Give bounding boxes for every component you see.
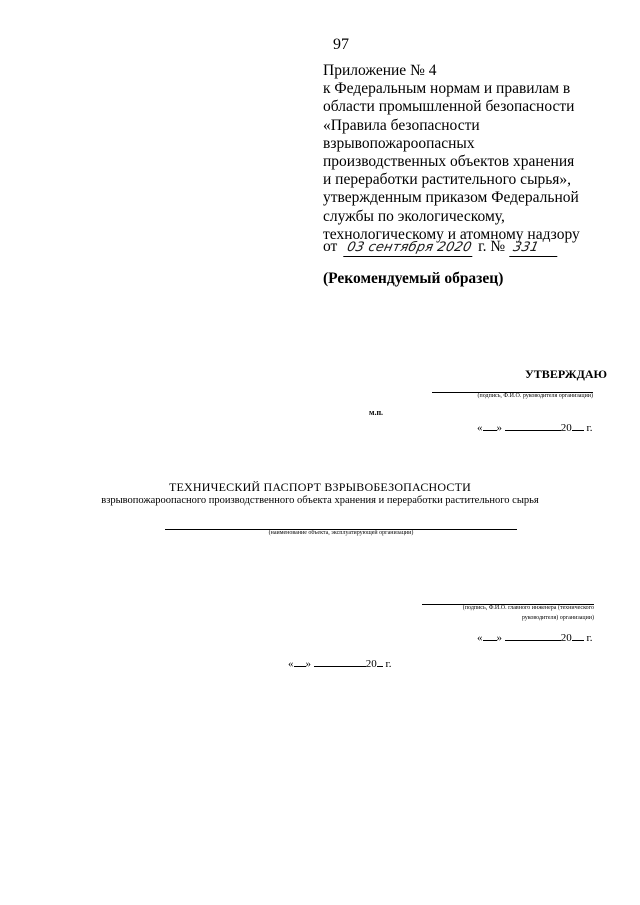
year-blank [572,420,584,431]
day-blank [294,656,306,667]
year-prefix: 20 [560,422,572,434]
year-blank [572,630,584,641]
day-blank [483,630,497,641]
bottom-date [288,656,392,670]
appendix-line: и переработки растительного сырья», [323,171,572,189]
handwritten-order-date: 03 сентября 2020 [343,240,476,257]
date-quote-close: » [496,422,502,434]
document-subtitle: взрывопожароопасного производственного объекта хранения и переработки растительного сырья [101,495,539,506]
year-prefix: 20 [365,658,377,670]
month-blank [505,420,561,431]
chief-engineer-caption-line2: руководителя) организации) [521,615,594,621]
appendix-line: производственных объектов хранения [323,153,575,171]
day-blank [483,420,497,431]
appendix-line: Приложение № 4 [323,62,437,79]
date-quote-close: » [305,658,311,670]
chief-engineer-caption-line1: (подпись, Ф.И.О. главного инженера (технического [462,605,594,611]
year-suffix: г. [586,632,593,644]
appendix-header [323,62,623,244]
appendix-line: взрывопожароопасных [323,134,475,152]
sample-label: (Рекомендуемый образец) [323,270,504,287]
order-reference [323,238,559,257]
appendix-line: утвержденным приказом Федеральной [323,189,579,207]
year-blank [377,656,383,667]
month-blank [314,656,366,667]
year-suffix: г. [385,658,392,670]
page-number: 97 [333,36,349,53]
year-suffix: г. [586,422,593,434]
order-mid: г. № [478,238,506,255]
appendix-line: технологическому и атомному надзору [323,225,580,243]
appendix-line: области промышленной безопасности [323,98,575,116]
object-name-caption: (наименование объекта, эксплуатирующей организации) [268,530,414,536]
order-prefix: от [323,238,338,255]
date-quote-close: » [496,632,502,644]
appendix-line: службы по экологическому, [323,207,505,225]
stamp-label: м.п. [369,408,384,417]
year-prefix: 20 [560,632,572,644]
appendix-line: к Федеральным нормам и правилам в [323,80,571,98]
date-quote-open: « [477,632,483,644]
appendix-line: «Правила безопасности [323,116,480,134]
handwritten-order-number: 331 [509,240,561,257]
month-blank [505,630,561,641]
date-quote-open: « [288,658,294,670]
approve-title: УТВЕРЖДАЮ [525,367,608,381]
director-signature-caption: (подпись, Ф.И.О. руководителя организации) [477,393,593,399]
chief-engineer-date [477,630,593,644]
date-quote-open: « [477,422,483,434]
document-title: ТЕХНИЧЕСКИЙ ПАСПОРТ ВЗРЫВОБЕЗОПАСНОСТИ [168,480,472,494]
approve-date [477,420,593,434]
